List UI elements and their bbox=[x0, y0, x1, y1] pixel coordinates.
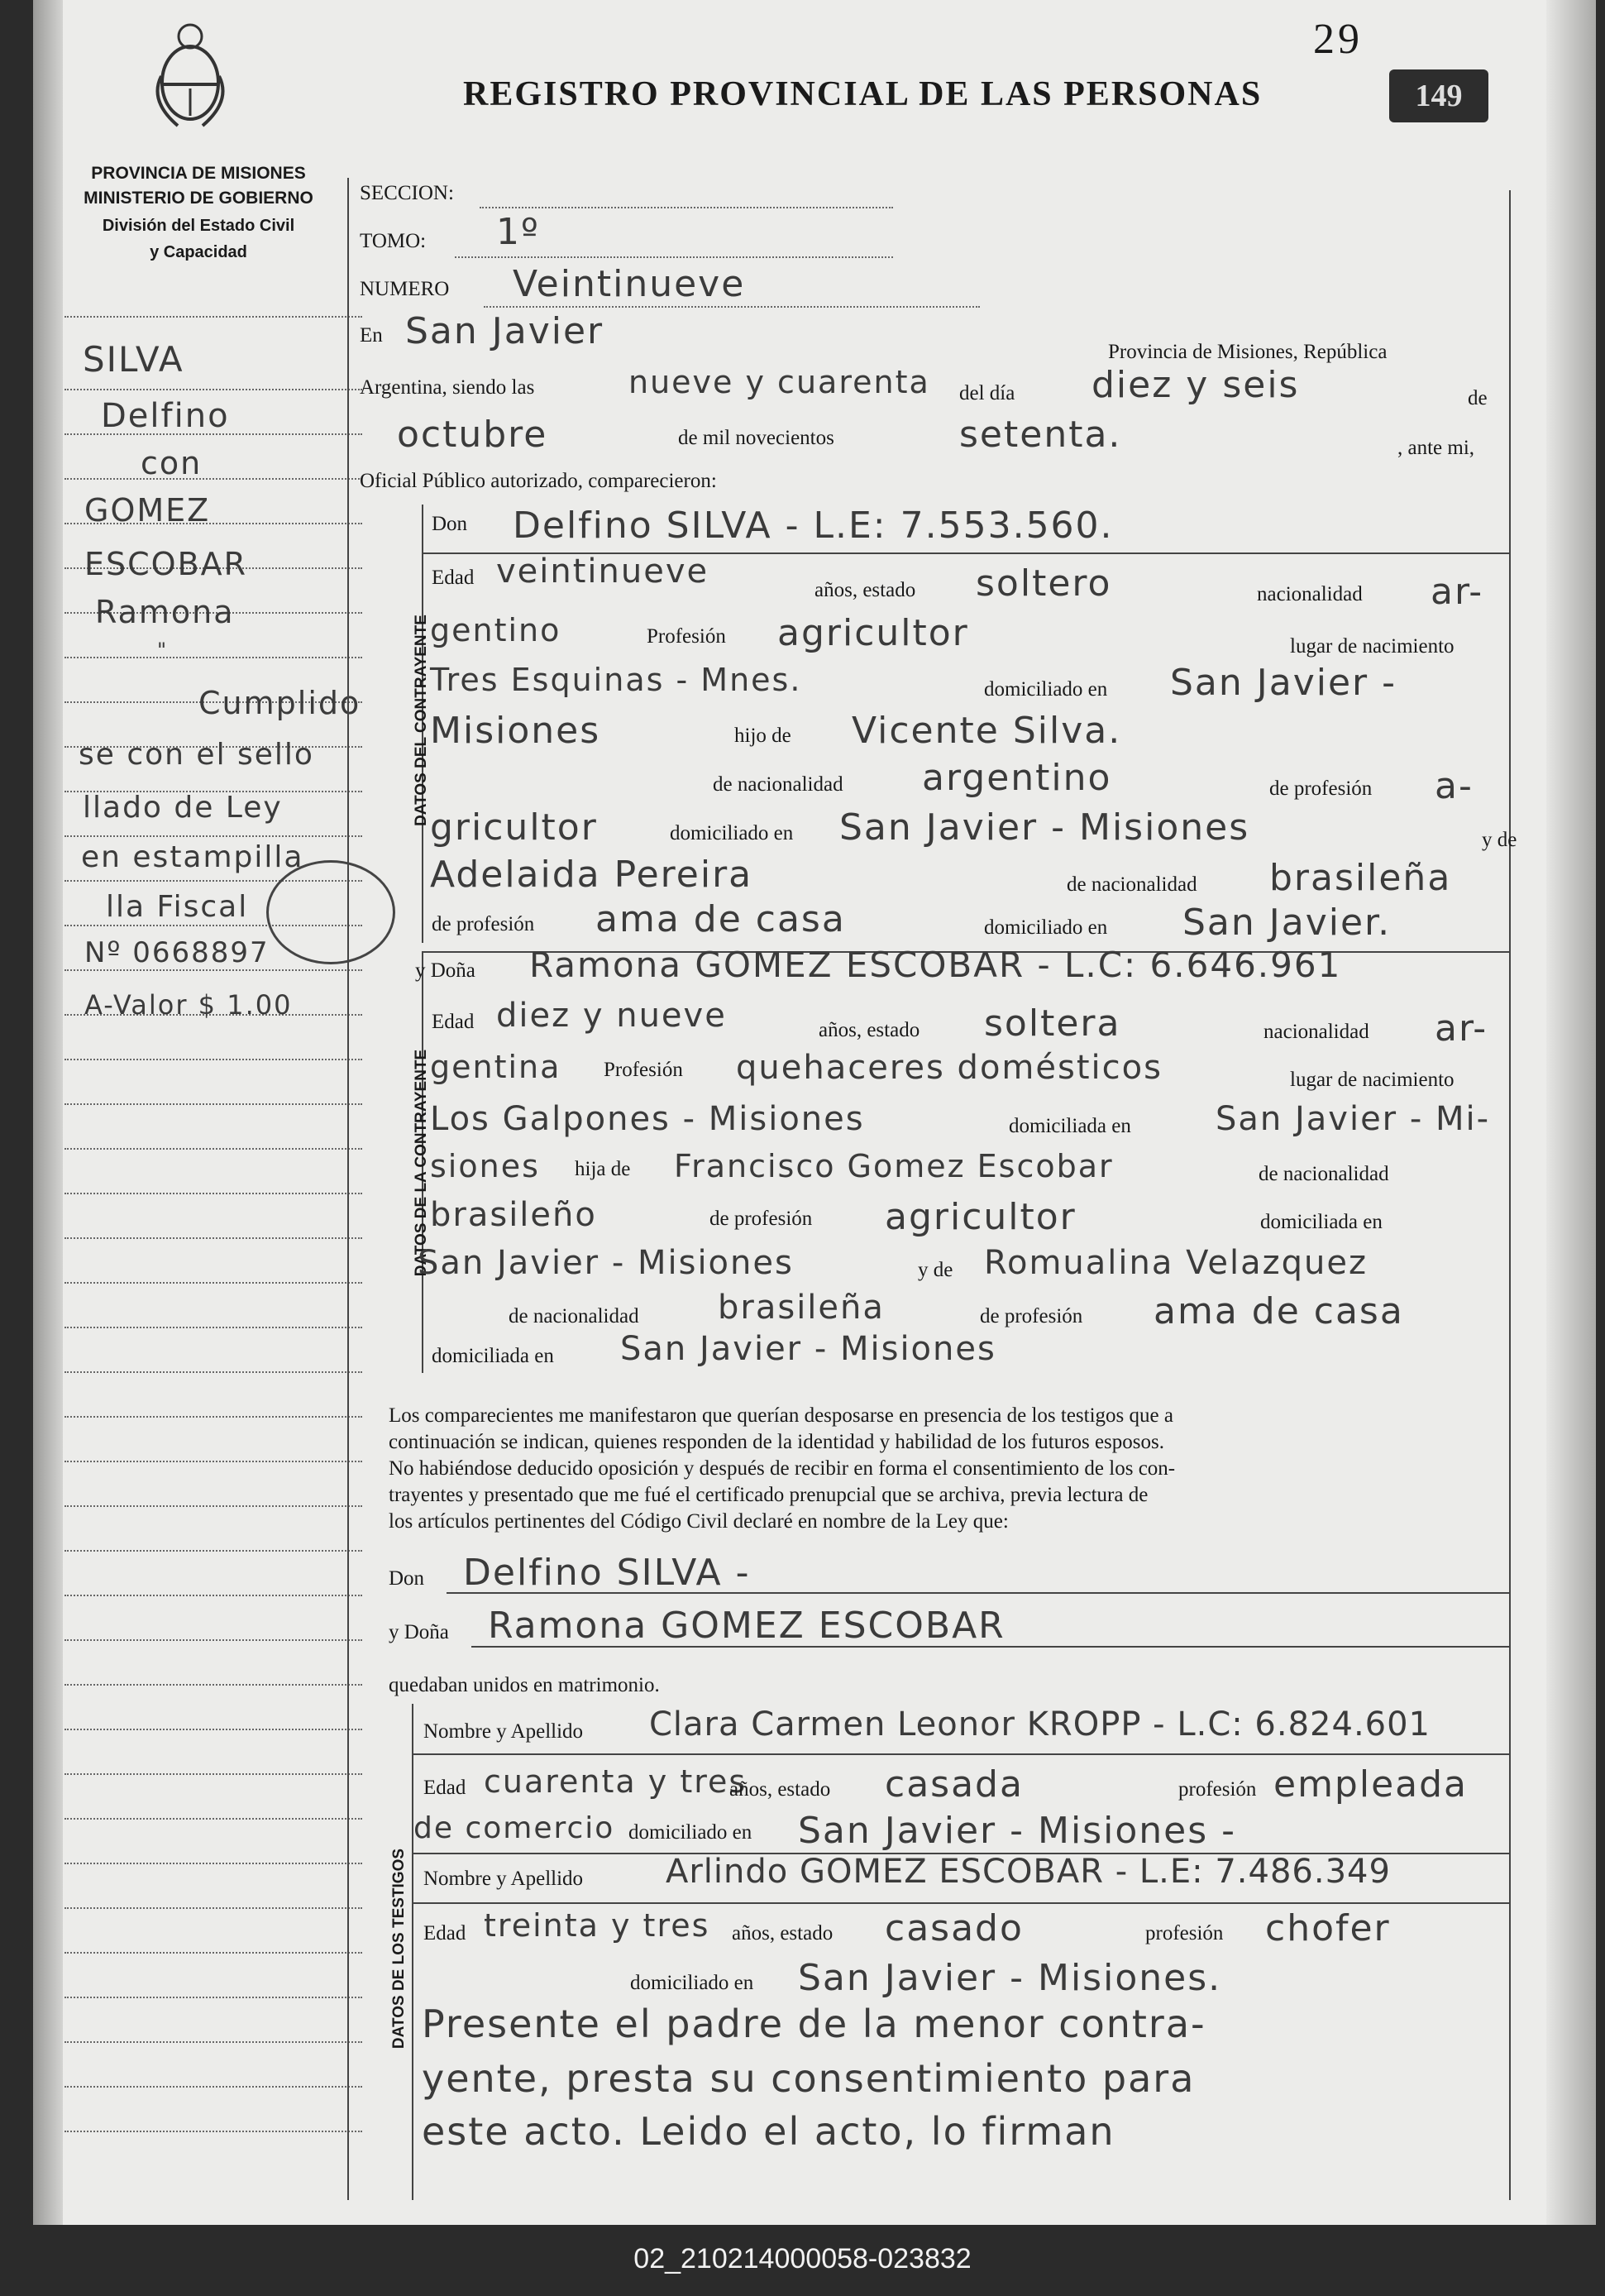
contrayente-edad: veintinueve bbox=[496, 552, 709, 591]
contrayente-padre-prof: a- bbox=[1435, 765, 1474, 807]
contrayente-nacimiento: Tres Esquinas - Mnes. bbox=[430, 662, 802, 698]
contrayenta-domicilio: San Javier - Mi- bbox=[1216, 1100, 1491, 1138]
margin-note: lla Fiscal bbox=[106, 890, 249, 924]
contrayente-padre: Vicente Silva. bbox=[852, 710, 1122, 752]
numero-label: NUMERO bbox=[360, 278, 450, 300]
contrayente-madre-dom: San Javier. bbox=[1182, 902, 1392, 944]
de-profesion-label: de profesión bbox=[1269, 777, 1373, 800]
side-label-contrayente: DATOS DEL CONTRAYENTE bbox=[413, 615, 430, 826]
section-divider bbox=[412, 1704, 413, 2200]
margin-note: SILVA bbox=[83, 339, 184, 380]
closing-line: Presente el padre de la menor contra- bbox=[422, 2002, 1206, 2046]
page-number: 29 bbox=[1313, 16, 1363, 63]
contrayenta-nacionalidad-2: gentina bbox=[430, 1049, 561, 1085]
ministry-label: MINISTERIO DE GOBIERNO bbox=[84, 189, 313, 208]
margin-note: con bbox=[141, 445, 203, 481]
margin-note: Nº 0668897 bbox=[84, 936, 270, 969]
y-de-label-2: y de bbox=[918, 1259, 953, 1281]
province-label: PROVINCIA DE MISIONES bbox=[91, 164, 306, 183]
testigo2-domicilio: San Javier - Misiones. bbox=[798, 1957, 1222, 1999]
closing-line: yente, presta su consentimiento para bbox=[422, 2056, 1196, 2101]
contrayente-padre-nac: argentino bbox=[922, 757, 1112, 799]
contrayenta-nacimiento: Los Galpones - Misiones bbox=[430, 1100, 865, 1138]
profesion-label-4: profesión bbox=[1145, 1922, 1224, 1944]
nombre-apellido-label-2: Nombre y Apellido bbox=[423, 1868, 584, 1890]
contrayenta-padre-nac: brasileño bbox=[430, 1196, 597, 1234]
margin-note: A-Valor $ 1.00 bbox=[84, 989, 293, 1021]
contrayenta-padre-prof: agricultor bbox=[885, 1196, 1077, 1238]
argentina-label: Argentina, siendo las bbox=[360, 376, 535, 399]
testigo1-estado: casada bbox=[885, 1763, 1024, 1806]
contrayenta-domicilio-2: siones bbox=[430, 1148, 540, 1184]
row-line bbox=[447, 1592, 1509, 1594]
side-label-testigos: DATOS DE LOS TESTIGOS bbox=[390, 1848, 408, 2050]
edad-label-3: Edad bbox=[423, 1777, 466, 1799]
contrayenta-edad: diez y nueve bbox=[496, 997, 727, 1035]
oficial-label: Oficial Público autorizado, comparecieron: bbox=[360, 470, 717, 492]
seccion-label: SECCION: bbox=[360, 182, 454, 204]
lugar-value: San Javier bbox=[405, 310, 604, 352]
page-fold bbox=[1546, 0, 1596, 2225]
closing-line: este acto. Leido el acto, lo firman bbox=[422, 2109, 1115, 2154]
hija-de-label: hija de bbox=[575, 1158, 631, 1180]
del-dia-label: del día bbox=[959, 382, 1015, 404]
don-label-2: Don bbox=[389, 1567, 425, 1590]
row-line bbox=[412, 1902, 1509, 1904]
testigo2-profesion: chofer bbox=[1265, 1907, 1391, 1949]
paragraph-line: continuación se indican, quienes responden de la identidad y habilidad de los futuros esposos. bbox=[389, 1431, 1164, 1453]
anos-estado-label-2: años, estado bbox=[819, 1019, 920, 1041]
de-mil-label: de mil novecientos bbox=[678, 427, 834, 449]
contrayente-nombre: Delfino SILVA - L.E: 7.553.560. bbox=[513, 505, 1114, 547]
edad-label: Edad bbox=[432, 567, 475, 589]
hijo-de-label: hijo de bbox=[734, 725, 791, 747]
stamp-number: 149 bbox=[1389, 69, 1488, 122]
contrayente-nacionalidad: ar- bbox=[1431, 571, 1484, 613]
anos-estado-label-4: años, estado bbox=[732, 1922, 834, 1944]
domiciliado-label-4: domiciliado en bbox=[628, 1821, 752, 1844]
side-label-contrayenta: DATOS DE LA CONTRAYENTE bbox=[413, 1049, 430, 1277]
testigo1-profesion-2: de comercio bbox=[413, 1811, 615, 1845]
domiciliado-label-2: domiciliado en bbox=[670, 822, 794, 844]
testigo2-estado: casado bbox=[885, 1907, 1024, 1949]
testigo1-edad: cuarenta y tres bbox=[484, 1763, 748, 1800]
anos-estado-label-3: años, estado bbox=[729, 1778, 831, 1801]
nacionalidad-label-2: nacionalidad bbox=[1263, 1021, 1369, 1043]
profesion-label: Profesión bbox=[647, 625, 726, 648]
tomo-value: 1º bbox=[496, 211, 540, 253]
contrayenta-madre-prof: ama de casa bbox=[1154, 1290, 1404, 1332]
y-dona-label-2: y Doña bbox=[389, 1621, 449, 1643]
y-de-label: y de bbox=[1482, 829, 1517, 851]
contrayente-profesion: agricultor bbox=[777, 612, 969, 654]
anos-estado-label: años, estado bbox=[814, 579, 916, 601]
contrayenta-padre-dom: San Javier - Misiones bbox=[418, 1244, 794, 1282]
contrayenta-nombre: Ramona GOMEZ ESCOBAR - L.C: 6.646.961 bbox=[529, 945, 1342, 985]
de-nacionalidad-label-3: de nacionalidad bbox=[1259, 1163, 1389, 1185]
margin-note: Ramona bbox=[95, 594, 235, 630]
contrayente-madre-nac: brasileña bbox=[1269, 857, 1452, 899]
numero-line bbox=[484, 306, 980, 308]
de-label: de bbox=[1468, 387, 1488, 409]
row-line bbox=[471, 1646, 1509, 1648]
contrayenta-estado: soltera bbox=[984, 1002, 1121, 1045]
hora-value: nueve y cuarenta bbox=[628, 364, 930, 400]
paragraph-line: Los comparecientes me manifestaron que querían desposarse en presencia de los testigos que a bbox=[389, 1404, 1173, 1427]
contrayente-domicilio-2: Misiones bbox=[430, 710, 601, 752]
right-frame bbox=[1509, 190, 1511, 2200]
contrayente-padre-dom: San Javier - Misiones bbox=[839, 806, 1250, 849]
tomo-label: TOMO: bbox=[360, 230, 427, 252]
numero-value: Veintinueve bbox=[513, 263, 746, 305]
division-label: División del Estado Civil bbox=[102, 217, 295, 235]
testigo1-profesion: empleada bbox=[1273, 1763, 1469, 1806]
profesion-label-2: Profesión bbox=[604, 1059, 683, 1081]
contrayenta-madre: Romualina Velazquez bbox=[984, 1244, 1368, 1282]
domiciliada-label: domiciliada en bbox=[1009, 1115, 1131, 1137]
nacionalidad-label: nacionalidad bbox=[1257, 583, 1363, 605]
edad-label-2: Edad bbox=[432, 1011, 475, 1033]
domiciliada-label-2: domiciliada en bbox=[1260, 1211, 1383, 1233]
contrayenta-padre: Francisco Gomez Escobar bbox=[674, 1148, 1114, 1184]
contrayenta-profesion: quehaceres domésticos bbox=[736, 1049, 1163, 1087]
margin-note: Cumplido bbox=[198, 685, 361, 721]
de-profesion-label-4: de profesión bbox=[980, 1305, 1083, 1327]
row-line bbox=[412, 1753, 1509, 1755]
page-title: REGISTRO PROVINCIAL DE LAS PERSONAS bbox=[463, 75, 1263, 113]
fiscal-stamp-icon bbox=[266, 860, 395, 964]
ante-mi-label: , ante mi, bbox=[1397, 437, 1475, 459]
book-binding bbox=[33, 0, 63, 2225]
margin-note: llado de Ley bbox=[83, 791, 283, 825]
lugar-label-2: lugar de nacimiento bbox=[1290, 1069, 1455, 1091]
y-dona-label: y Doña bbox=[415, 959, 475, 982]
contrayente-estado: soltero bbox=[976, 562, 1112, 605]
de-profesion-label-2: de profesión bbox=[432, 913, 535, 935]
dia-value: diez y seis bbox=[1091, 364, 1300, 406]
nombre-apellido-label: Nombre y Apellido bbox=[423, 1720, 584, 1743]
edad-label-4: Edad bbox=[423, 1922, 466, 1944]
contrayenta-madre-dom: San Javier - Misiones bbox=[620, 1330, 996, 1368]
don-label: Don bbox=[432, 513, 468, 535]
testigo1-nombre: Clara Carmen Leonor KROPP - L.C: 6.824.601 bbox=[649, 1705, 1431, 1744]
domiciliado-label: domiciliado en bbox=[984, 678, 1108, 701]
margin-note: " bbox=[157, 639, 169, 662]
paragraph-line: No habiéndose deducido oposición y después de recibir en forma el consentimiento de los con- bbox=[389, 1457, 1176, 1480]
margin-note: Delfino bbox=[101, 397, 230, 435]
testigo1-domicilio: San Javier - Misiones - bbox=[798, 1810, 1236, 1852]
margin-note: GOMEZ bbox=[84, 492, 211, 529]
quedaban-label: quedaban unidos en matrimonio. bbox=[389, 1674, 660, 1696]
mes-value: octubre bbox=[397, 414, 548, 456]
testigo2-edad: treinta y tres bbox=[484, 1907, 710, 1944]
contrayente-madre: Adelaida Pereira bbox=[430, 854, 753, 896]
contrayente-madre-prof: ama de casa bbox=[595, 898, 846, 940]
en-label: En bbox=[360, 324, 383, 347]
contrayente-padre-prof-2: gricultor bbox=[430, 806, 598, 849]
contrayente-domicilio: San Javier - bbox=[1170, 662, 1397, 704]
domiciliado-label-3: domiciliado en bbox=[984, 916, 1108, 939]
provincia-label: Provincia de Misiones, República bbox=[1108, 341, 1388, 363]
de-nacionalidad-label: de nacionalidad bbox=[713, 773, 843, 796]
de-nacionalidad-label-4: de nacionalidad bbox=[509, 1305, 639, 1327]
profesion-label-3: profesión bbox=[1178, 1778, 1257, 1801]
left-frame bbox=[347, 178, 349, 2200]
paragraph-line: trayentes y presentado que me fué el certificado prenupcial que se archiva, previa lectura de bbox=[389, 1484, 1149, 1506]
capacity-label: y Capacidad bbox=[150, 243, 247, 261]
coat-of-arms-icon bbox=[145, 18, 236, 134]
matrimonio-don: Delfino SILVA - bbox=[463, 1552, 751, 1594]
margin-note: se con el sello bbox=[79, 738, 314, 772]
domiciliado-label-5: domiciliado en bbox=[630, 1972, 754, 1994]
margin-note: en estampilla bbox=[81, 840, 304, 874]
lugar-label: lugar de nacimiento bbox=[1290, 635, 1455, 658]
de-nacionalidad-label-2: de nacionalidad bbox=[1067, 873, 1197, 896]
paragraph-line: los artículos pertinentes del Código Civil declaré en nombre de la Ley que: bbox=[389, 1510, 1009, 1533]
testigo2-nombre: Arlindo GOMEZ ESCOBAR - L.E: 7.486.349 bbox=[666, 1853, 1391, 1891]
margin-note: ESCOBAR bbox=[84, 546, 248, 582]
contrayenta-nacionalidad: ar- bbox=[1435, 1007, 1488, 1050]
anio-value: setenta. bbox=[959, 414, 1122, 456]
domiciliada-label-3: domiciliada en bbox=[432, 1345, 554, 1367]
contrayenta-madre-nac: brasileña bbox=[718, 1289, 885, 1327]
image-caption: 02_210214000058-023832 bbox=[633, 2243, 972, 2274]
document-page bbox=[33, 0, 1596, 2225]
de-profesion-label-3: de profesión bbox=[709, 1208, 813, 1230]
tomo-line bbox=[455, 256, 893, 258]
contrayente-nacionalidad-2: gentino bbox=[430, 612, 561, 648]
seccion-line bbox=[480, 207, 893, 208]
matrimonio-dona: Ramona GOMEZ ESCOBAR bbox=[488, 1605, 1006, 1647]
